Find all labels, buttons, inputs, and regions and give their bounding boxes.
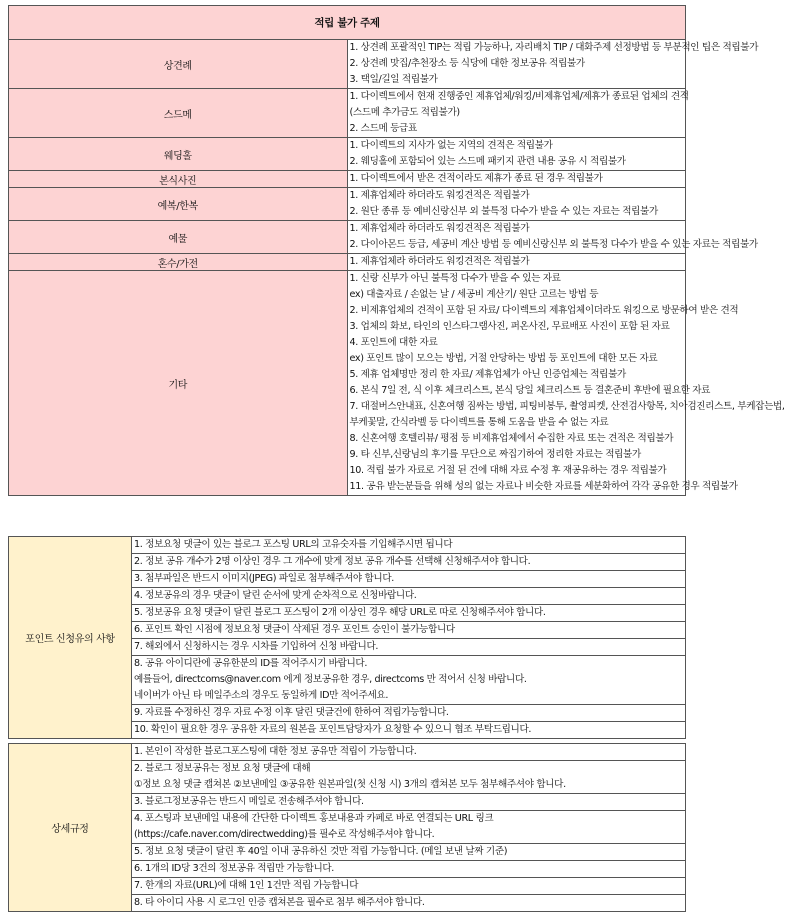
rule-line: 5. 정보 요청 댓글이 달린 후 40일 이내 공유하신 것만 적립 가능합니다. (메일 보낸 날짜 기준) (132, 843, 685, 860)
row-category: 포인트 신청유의 사항 (9, 537, 132, 739)
rule-line: 7. 대절버스안내표, 신혼여행 짐싸는 방법, 피팅비봉투, 촬영피켓, 산전검사항목, 치아검진리스트, 부케잡는법, (349, 401, 785, 412)
row-category: 웨딩홀 (9, 138, 348, 171)
rule-line: 10. 적립 불가 자료로 거절 된 건에 대해 자료 수정 후 재공유하는 경우 적립불가 (349, 465, 667, 476)
row-category: 상견례 (9, 40, 348, 89)
rule-line: 1. 신랑 신부가 아닌 불특정 다수가 받을 수 있는 자료 (349, 273, 561, 284)
rule-line: 1. 제휴업체라 하더라도 워킹견적은 적립불가 (349, 190, 530, 201)
restricted-topics-table (8, 5, 785, 496)
table-row (9, 89, 686, 138)
rule-line: 1. 제휴업체라 하더라도 워킹견적은 적립불가 (349, 223, 530, 234)
rule-line: ex) 포인트 많이 모으는 방법, 거절 안당하는 방법 등 포인트에 대한 모든 자료 (349, 353, 658, 364)
table-row (9, 254, 686, 271)
rule-line: 11. 공유 받는분들을 위해 성의 없는 자료나 비슷한 자료를 세분화하여 각각 공유한 경우 적립불가 (349, 481, 738, 492)
rule-line: 2. 스드메 등급표 (349, 123, 417, 134)
rule-line: 2. 상견례 맛집/추천장소 등 식당에 대한 정보공유 적립불가 (349, 58, 585, 69)
rule-line: 6. 1개의 ID당 3건의 정보공유 적립만 가능합니다. (132, 860, 685, 877)
row-content (347, 89, 689, 138)
rule-line: 9. 자료를 수정하신 경우 자료 수정 이후 달린 댓글건에 한하여 적립가능합니다. (132, 704, 685, 721)
row-content (347, 40, 759, 89)
row-category: 예복/한복 (9, 188, 348, 221)
rule-line: 8. 신혼여행 호텔리뷰/ 평점 등 비제휴업체에서 수집한 자료 또는 견적은 적립불가 (349, 433, 674, 444)
table-title: 적립 불가 주제 (9, 6, 686, 40)
table-row (9, 138, 686, 171)
rule-line: 3. 블로그정보공유는 반드시 메일로 전송해주셔야 합니다. (132, 793, 685, 810)
rule-line: 4. 포인트에 대한 자료 (349, 337, 438, 348)
rule-line: 3. 첨부파일은 반드시 이미지(JPEG) 파일로 첨부해주셔야 합니다. (132, 570, 685, 587)
rule-line: (https://cafe.naver.com/directwedding)를 필수로 작성해주셔야 합니다. (134, 829, 435, 840)
rule-line: 1. 다이렉트의 지사가 없는 지역의 견적은 적립불가 (349, 140, 553, 151)
rule-line: 7. 한개의 자료(URL)에 대해 1인 1건만 적립 가능합니다 (132, 877, 685, 894)
rule-line: 6. 본식 7일 전, 식 이후 체크리스트, 본식 당일 체크리스트 등 결혼준비 후반에 필요한 자료 (349, 385, 711, 396)
row-category: 상세규정 (9, 744, 132, 912)
rule-line: 3. 업체의 화보, 타인의 인스타그램사진, 퍼온사진, 무료배포 사진이 포함 된 자료 (349, 321, 670, 332)
rule-line: 2. 비제휴업체의 견적이 포함 된 자료/ 다이렉트의 제휴업체이더라도 워킹으로 방문하여 받은 견적 (349, 305, 739, 316)
rule-line: 예를들어, directcoms@naver.com 에게 정보공유한 경우, directcoms 만 적어서 신청 바랍니다. (134, 674, 527, 685)
rule-line: 1. 다이렉트에서 현재 진행중인 제휴업체/워킹/비제휴업체/제휴가 종료된 업체의 견적 (349, 91, 689, 102)
row-content (347, 171, 686, 188)
rule-line: 2. 웨딩홀에 포함되어 있는 스드메 패키지 관련 내용 공유 시 적립불가 (349, 156, 626, 167)
rule-line: 2. 블로그 정보공유는 정보 요청 댓글에 대해 (132, 760, 685, 777)
rule-line: 5. 정보공유 요청 댓글이 달린 블로그 포스팅이 2개 이상인 경우 해당 URL로 따로 신청해주셔야 합니다. (132, 604, 685, 621)
table-row (9, 221, 686, 254)
rule-line: 7. 해외에서 신청하시는 경우 시차를 기입하여 신청 바랍니다. (132, 638, 685, 655)
row-content (347, 271, 785, 496)
rule-line: 3. 택일/길일 적립불가 (349, 74, 438, 85)
rule-line: 10. 확인이 필요한 경우 공유한 자료의 원본을 포인트담당자가 요청할 수 있으니 협조 부탁드립니다. (132, 721, 685, 738)
rule-line: 부케꽃말, 간식라벨 등 다이렉트를 통해 도움을 받을 수 없는 자료 (349, 417, 609, 428)
rule-line: 8. 타 아이디 사용 시 로그인 인증 캡쳐본을 필수로 첨부 해주셔야 합니다. (132, 894, 685, 911)
points-notice-table (8, 536, 686, 739)
row-content (347, 254, 686, 271)
rule-line: 1. 상견례 포괄적인 TIP는 적립 가능하나, 자리배치 TIP / 대화주제 선정방법 등 부분적인 팁은 적립불가 (349, 42, 759, 53)
row-category: 기타 (9, 271, 348, 496)
row-content (347, 138, 686, 171)
row-category: 혼수/가전 (9, 254, 348, 271)
rule-line: 1. 다이렉트에서 받은 견적이라도 제휴가 종료 된 경우 적립불가 (349, 173, 603, 184)
rule-line: 4. 정보공유의 경우 댓글이 달린 순서에 맞게 순차적으로 신청바랍니다. (132, 587, 685, 604)
rule-line: 1. 본인이 작성한 블로그포스팅에 대한 정보 공유만 적립이 가능합니다. (134, 746, 417, 757)
rule-line: 6. 포인트 확인 시점에 정보요청 댓글이 삭제된 경우 포인트 승인이 불가능합니다 (132, 621, 685, 638)
detailed-rules-table (8, 743, 686, 912)
table-row (9, 171, 686, 188)
rule-line: ex) 대출자료 / 손없는 날 / 세공비 계산기/ 원단 고르는 방법 등 (349, 289, 599, 300)
table-row (9, 744, 686, 912)
rule-line: 1. 정보요청 댓글이 있는 블로그 포스팅 URL의 고유숫자를 기입해주시면 됩니다 (134, 539, 453, 550)
row-category: 스드메 (9, 89, 348, 138)
rule-line: 9. 타 신부,신랑님의 후기를 무단으로 짜집기하여 정리한 자료는 적립불가 (349, 449, 641, 460)
row-content (347, 188, 686, 221)
rule-line: 2. 정보 공유 개수가 2명 이상인 경우 그 개수에 맞게 정보 공유 개수를 선택해 신청해주셔야 합니다. (132, 553, 685, 570)
rule-line: 1. 제휴업체라 하더라도 워킹견적은 적립불가 (349, 256, 530, 267)
rule-line: 2. 다이아몬드 등급, 세공비 계산 방법 등 예비신랑신부 외 불특정 다수가 받을 수 있는 자료는 적립불가 (349, 239, 758, 250)
row-content (132, 744, 686, 912)
rule-line: 네이버가 아닌 타 메일주소의 경우도 동일하게 ID만 적어주세요. (134, 690, 389, 701)
row-category: 예물 (9, 221, 348, 254)
rule-line: (스드메 추가금도 적립불가) (349, 107, 460, 118)
table-row (9, 537, 686, 739)
table-row (9, 188, 686, 221)
rule-line: 2. 원단 종류 등 예비신랑신부 외 불특정 다수가 받을 수 있는 자료는 적립불가 (349, 206, 658, 217)
rule-line: 5. 제휴 업체명만 정리 한 자료/ 제휴업체가 아닌 인증업체는 적립불가 (349, 369, 626, 380)
rule-line: 8. 공유 아이디란에 공유한분의 ID를 적어주시기 바랍니다. (132, 655, 685, 672)
row-category: 본식사진 (9, 171, 348, 188)
rule-line: ①정보 요청 댓글 캡쳐본 ②보낸메일 ③공유한 원본파일(첫 신청 시) 3개의 캡쳐본 모두 첨부해주셔야 합니다. (134, 779, 566, 790)
row-content (347, 221, 758, 254)
table-row (9, 271, 686, 496)
row-content (132, 537, 686, 739)
rule-line: 4. 포스팅과 보낸메일 내용에 간단한 다이렉트 홍보내용과 카페로 바로 연결되는 URL 링크 (132, 810, 685, 827)
table-row (9, 40, 686, 89)
